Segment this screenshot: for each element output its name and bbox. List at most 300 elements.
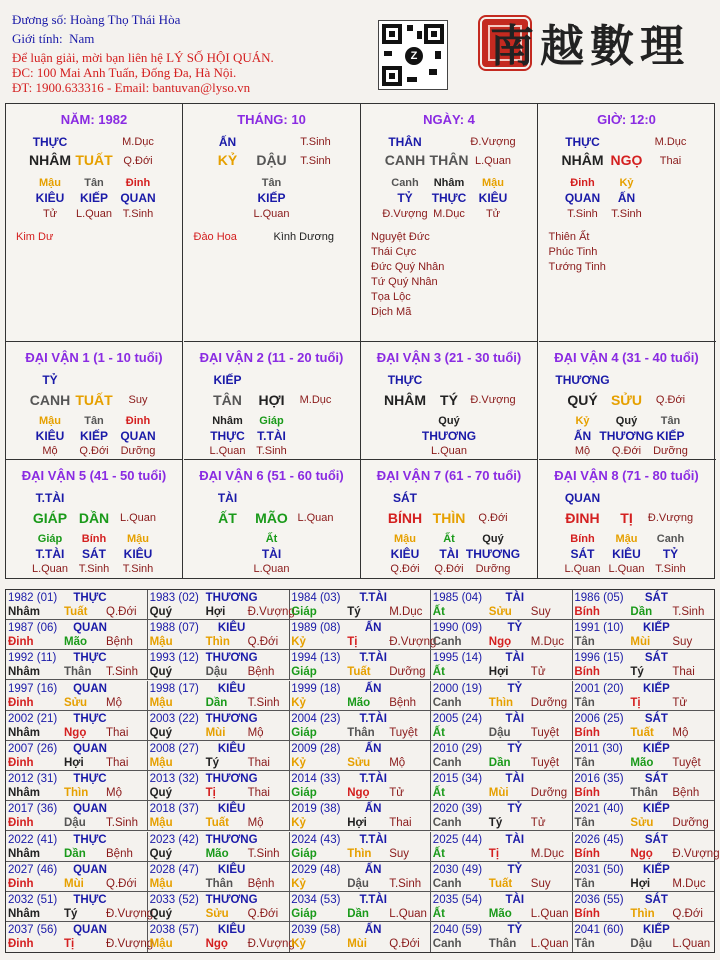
year-stage: Q.Đới: [389, 938, 420, 951]
hidden-stage: Q.Đới: [390, 563, 420, 575]
year-branch: Sửu: [488, 606, 512, 618]
year-cell[interactable]: [6, 771, 148, 801]
hidden-ten-god: ẤN: [617, 191, 636, 205]
pillar-stage: Đ.Vượng: [470, 136, 516, 148]
pillar-title: THÁNG: 10: [237, 112, 306, 127]
year-branch: Tuất: [488, 877, 513, 890]
year-cell[interactable]: [431, 801, 573, 831]
year-branch: Tị: [630, 696, 641, 709]
year-stage: Q.Đới: [106, 606, 137, 618]
year-cell[interactable]: [289, 862, 431, 892]
year-label: 2016 (35): [574, 773, 624, 786]
year-cell[interactable]: [289, 832, 431, 862]
year-stem: Nhâm: [8, 666, 40, 679]
hidden-stage: T.Sinh: [256, 445, 287, 457]
year-cell[interactable]: [572, 620, 714, 650]
hidden-stage: Dưỡng: [653, 445, 688, 457]
year-ten-god: KIẾP: [642, 924, 670, 937]
year-label: 1991 (10): [574, 622, 624, 635]
hidden-ten-god: QUAN: [120, 191, 156, 205]
year-cell[interactable]: [572, 832, 720, 862]
hidden-stem: Giáp: [37, 533, 63, 545]
pillar-ten-god: THÂN: [388, 135, 422, 149]
special-star: Kim Dư: [16, 231, 54, 243]
year-cell[interactable]: [431, 892, 573, 922]
year-cell[interactable]: [148, 922, 295, 952]
year-stage: Suy: [530, 606, 551, 618]
dai-van-ten-god: TÀI: [217, 491, 238, 505]
year-branch: Ngọ: [205, 938, 228, 951]
year-branch: Dậu: [64, 817, 86, 830]
year-label: 2010 (29): [432, 743, 483, 755]
year-stem: Tân: [574, 938, 595, 951]
year-cell[interactable]: [148, 832, 290, 862]
hidden-stem: Ất: [443, 533, 455, 545]
hidden-stem: Tân: [84, 177, 104, 189]
year-cell[interactable]: [572, 862, 714, 892]
hidden-stem: Mậu: [39, 177, 61, 189]
year-cell[interactable]: [289, 771, 431, 801]
year-cell[interactable]: [572, 711, 714, 741]
year-ten-god: THƯƠNG: [205, 592, 258, 604]
year-ten-god: SÁT: [644, 833, 668, 846]
hidden-ten-god: ẤN: [573, 429, 592, 443]
hidden-ten-god: TÀI: [439, 547, 459, 561]
hidden-ten-god: KIÊU: [612, 547, 641, 561]
year-cell[interactable]: [431, 771, 573, 801]
owner-line: [12, 12, 180, 28]
year-cell[interactable]: [148, 650, 290, 680]
hidden-stem: Tân: [660, 415, 681, 427]
year-stage: T.Sinh: [389, 877, 422, 890]
year-cell[interactable]: [148, 711, 290, 741]
year-cell[interactable]: [148, 590, 295, 620]
year-stage: Tử: [672, 696, 688, 709]
year-stage: Mộ: [106, 787, 122, 800]
hidden-ten-god: KIẾP: [656, 429, 685, 443]
pillar-ten-god: THỰC: [565, 135, 600, 149]
hidden-stem: Mậu: [127, 533, 149, 545]
year-ten-god: ẤN: [364, 743, 382, 755]
hidden-stem: Mậu: [615, 533, 638, 545]
hidden-stem: Quý: [615, 415, 638, 427]
year-ten-god: TỶ: [507, 743, 523, 755]
year-branch: Thân: [64, 666, 92, 679]
hidden-stage: L.Quan: [253, 208, 290, 220]
year-cell[interactable]: [572, 922, 714, 952]
year-cell[interactable]: [6, 862, 148, 892]
year-stage: Mộ: [247, 817, 264, 830]
year-stem: Tân: [574, 636, 595, 649]
special-star: Dịch Mã: [371, 306, 412, 318]
year-ten-god: TỶ: [507, 924, 523, 937]
year-branch: Thân: [205, 877, 234, 890]
year-stem: Đinh: [8, 636, 34, 649]
year-ten-god: THƯƠNG: [205, 833, 258, 846]
year-ten-god: TÀI: [505, 712, 525, 725]
year-cell[interactable]: [572, 892, 714, 922]
dai-van-stage: Q.Đới: [655, 394, 686, 406]
year-cell[interactable]: [6, 741, 148, 771]
year-stage: Suy: [530, 877, 551, 890]
hidden-stage: L.Quan: [253, 563, 290, 575]
year-cell[interactable]: [289, 922, 431, 952]
year-cell[interactable]: [289, 620, 437, 650]
year-stage: T.Sinh: [672, 606, 705, 618]
special-star: Đào Hoa: [193, 231, 237, 243]
dai-van-title: ĐẠI VẬN 4 (31 - 40 tuổi): [554, 350, 699, 365]
year-label: 2030 (49): [432, 863, 483, 876]
dai-van-stem: ĐINH: [565, 510, 600, 526]
special-star: Tọa Lộc: [371, 291, 411, 303]
year-stem: Quý: [149, 666, 172, 679]
dai-van-stem: BÍNH: [387, 510, 423, 526]
dai-van-stem: TÝ: [440, 392, 458, 408]
year-stem: Đinh: [8, 817, 34, 830]
year-stem: Kỷ: [291, 696, 306, 709]
dai-van-cell: [361, 460, 538, 578]
owner-label: Đương số:: [12, 12, 67, 27]
dai-van-stage: Đ.Vượng: [647, 512, 694, 524]
year-stage: Mộ: [672, 726, 689, 739]
year-stem: Ất: [432, 847, 445, 860]
year-cell[interactable]: [6, 922, 154, 952]
year-cell[interactable]: [6, 590, 148, 620]
year-cell[interactable]: [431, 741, 573, 771]
year-cell[interactable]: [148, 741, 290, 771]
year-stage: Q.Đới: [672, 908, 703, 920]
year-cell[interactable]: [289, 681, 431, 711]
year-stem: Nhâm: [8, 606, 40, 618]
hidden-ten-god: THỰC: [210, 429, 245, 443]
year-label: 2015 (34): [432, 773, 483, 786]
hidden-stage: T.Sinh: [611, 208, 642, 220]
hidden-stage: Tử: [485, 208, 501, 220]
year-cell[interactable]: [431, 681, 573, 711]
dai-van-title: ĐẠI VẬN 5 (41 - 50 tuổi): [21, 468, 167, 483]
year-stem: Đinh: [8, 757, 34, 769]
year-ten-god: QUAN: [73, 803, 107, 816]
year-branch: Mão: [205, 847, 229, 860]
hidden-stage: T.Sinh: [122, 208, 154, 220]
pillar-stage: T.Sinh: [300, 155, 331, 167]
year-label: 2012 (31): [8, 773, 58, 786]
year-ten-god: THỰC: [73, 773, 107, 786]
year-label: 2029 (48): [291, 863, 341, 876]
hidden-stem: Giáp: [259, 415, 284, 427]
year-ten-god: TÀI: [505, 894, 525, 906]
dai-van-title: ĐẠI VẬN 2 (11 - 20 tuổi): [199, 350, 344, 365]
year-ten-god: THƯƠNG: [205, 894, 258, 906]
year-label: 2004 (23): [291, 712, 341, 725]
year-branch: Sửu: [205, 908, 229, 920]
year-stage: L.Quan: [672, 938, 711, 951]
year-ten-god: THỰC: [73, 652, 107, 665]
year-cell[interactable]: [289, 711, 431, 741]
year-cell[interactable]: [289, 892, 431, 922]
year-stage: L.Quan: [389, 908, 427, 920]
year-stem: Bính: [574, 666, 600, 679]
year-stage: Tuyệt: [530, 726, 560, 739]
year-cell[interactable]: [6, 620, 148, 650]
year-stage: Bệnh: [247, 877, 275, 890]
year-label: 2019 (38): [291, 803, 341, 816]
hidden-stem: Mậu: [394, 533, 416, 545]
year-stem: Quý: [149, 606, 172, 618]
year-cell[interactable]: [572, 771, 714, 801]
year-ten-god: KIẾP: [642, 743, 670, 755]
year-cell[interactable]: [148, 771, 290, 801]
year-cell[interactable]: [6, 711, 148, 741]
year-cell[interactable]: [148, 862, 290, 892]
year-ten-god: QUAN: [73, 924, 107, 937]
year-branch: Ngọ: [488, 636, 512, 649]
year-ten-god: ẤN: [364, 622, 382, 635]
year-cell[interactable]: [572, 801, 714, 831]
dai-van-cell: [361, 342, 538, 460]
year-stem: Tân: [574, 757, 595, 769]
year-stage: M.Dục: [530, 636, 565, 649]
special-star: Tứ Quý Nhân: [371, 276, 438, 288]
year-label: 2031 (50): [574, 863, 624, 876]
year-ten-god: KIÊU: [217, 682, 246, 695]
year-label: 2027 (46): [8, 863, 58, 876]
year-stem: Kỷ: [291, 636, 306, 649]
year-ten-god: ẤN: [364, 682, 382, 695]
hidden-stage: L.Quan: [564, 563, 601, 575]
year-stem: Đinh: [8, 938, 34, 951]
year-cell[interactable]: [6, 681, 148, 711]
pillar-stem: NGỌ: [610, 152, 643, 168]
dai-van-title: ĐẠI VẬN 6 (51 - 60 tuổi): [199, 468, 344, 483]
year-branch: Dần: [488, 757, 511, 769]
year-stage: Thai: [247, 757, 270, 769]
year-label: 2007 (26): [8, 743, 58, 755]
year-cell[interactable]: [431, 922, 573, 952]
year-branch: Dần: [64, 847, 86, 860]
year-branch: Mùi: [347, 938, 367, 951]
year-label: 2011 (30): [574, 743, 623, 755]
year-label: 1996 (15): [574, 652, 624, 665]
year-cell[interactable]: [6, 892, 154, 922]
year-label: 1997 (16): [8, 682, 58, 695]
year-label: 2039 (58): [291, 924, 341, 937]
year-branch: Tý: [488, 817, 503, 830]
year-cell[interactable]: [148, 892, 290, 922]
year-ten-god: T.TÀI: [359, 773, 387, 786]
gender-line: [12, 31, 94, 47]
pillar-cell: [539, 104, 716, 342]
year-stage: Bệnh: [106, 636, 133, 649]
year-stem: Canh: [432, 636, 462, 649]
pillar-stem: NHÂM: [561, 152, 604, 168]
hidden-stage: T.Sinh: [655, 563, 686, 575]
pillar-ten-god: ẤN: [218, 135, 237, 149]
year-label: 2018 (37): [149, 803, 199, 816]
year-label: 2013 (32): [149, 773, 199, 786]
year-cell[interactable]: [431, 590, 573, 620]
hidden-stem: Mậu: [39, 415, 61, 427]
hidden-ten-god: SÁT: [82, 547, 106, 561]
pillar-stem: TUẤT: [75, 152, 113, 168]
year-branch: Tý: [205, 757, 220, 769]
year-branch: Tý: [630, 666, 644, 679]
year-label: 2035 (54): [432, 894, 483, 906]
year-branch: Hợi: [205, 606, 226, 618]
year-branch: Tý: [64, 908, 78, 920]
year-branch: Sửu: [630, 817, 654, 830]
year-cell[interactable]: [289, 650, 431, 680]
pillar-stage: T.Sinh: [300, 136, 331, 148]
year-ten-god: QUAN: [73, 743, 107, 755]
year-cell[interactable]: [572, 590, 714, 620]
year-cell[interactable]: [148, 620, 290, 650]
year-cell[interactable]: [431, 832, 573, 862]
year-label: 1992 (11): [8, 652, 57, 665]
year-stem: Mậu: [149, 877, 173, 890]
pillar-cell: [361, 104, 538, 342]
pillar-stage: Q.Đới: [123, 155, 153, 167]
year-cell[interactable]: [148, 681, 290, 711]
year-ten-god: TÀI: [505, 773, 525, 786]
hidden-stem: Đinh: [570, 177, 595, 189]
year-stem: Canh: [432, 696, 462, 709]
hidden-stem: Kỷ: [619, 177, 634, 189]
hidden-ten-god: QUAN: [120, 429, 156, 443]
year-stage: M.Dục: [389, 606, 423, 618]
year-stem: Canh: [432, 938, 462, 951]
year-cell[interactable]: [572, 741, 714, 771]
year-stem: Nhâm: [8, 726, 40, 739]
year-ten-god: KIÊU: [217, 743, 246, 755]
dai-van-ten-god: KIẾP: [213, 373, 242, 387]
hidden-ten-god: TỶ: [397, 191, 413, 205]
year-stem: Giáp: [291, 606, 317, 618]
year-stage: Suy: [672, 636, 693, 649]
year-cell[interactable]: [289, 741, 431, 771]
year-ten-god: QUAN: [73, 863, 107, 876]
year-stage: L.Quan: [530, 908, 569, 920]
hidden-stem: Tân: [84, 415, 104, 427]
year-stem: Giáp: [291, 666, 317, 679]
dai-van-stem: SỬU: [610, 392, 643, 408]
phone-email-line[interactable]: ĐT: 1900.633316 - Email: bantuvan@lyso.vn: [12, 80, 251, 95]
year-label: 2006 (25): [574, 712, 624, 725]
year-ten-god: T.TÀI: [359, 833, 387, 846]
owner-name: Hoàng Thọ Thái Hòa: [69, 12, 181, 27]
year-cell[interactable]: [431, 862, 573, 892]
year-cell[interactable]: [572, 650, 714, 680]
year-cell[interactable]: [289, 590, 431, 620]
hidden-ten-god: TỶ: [662, 547, 679, 561]
year-label: 2003 (22): [149, 712, 199, 725]
hidden-stem: Mậu: [482, 177, 504, 189]
dai-van-stage: Đ.Vượng: [470, 394, 516, 406]
year-branch: Dậu: [347, 877, 369, 890]
year-branch: Dậu: [205, 666, 228, 679]
special-star: Thiên Ất: [548, 231, 590, 243]
year-label: 2032 (51): [8, 894, 58, 906]
year-branch: Thìn: [64, 787, 89, 800]
year-cell[interactable]: [431, 650, 573, 680]
year-branch: Mùi: [630, 636, 651, 649]
year-ten-god: TÀI: [505, 833, 525, 846]
year-stem: Giáp: [291, 787, 317, 800]
year-branch: Dần: [630, 606, 653, 618]
year-cell[interactable]: [6, 801, 148, 831]
hidden-stage: Q.Đới: [79, 445, 109, 457]
year-label: 1993 (12): [149, 652, 199, 665]
year-stage: Suy: [389, 847, 410, 860]
year-stem: Kỷ: [291, 757, 306, 769]
year-stem: Kỷ: [291, 877, 306, 890]
year-ten-god: KIÊU: [217, 924, 246, 937]
year-ten-god: KIÊU: [217, 622, 246, 635]
dai-van-cell: [539, 460, 716, 578]
dai-van-stage: Suy: [128, 394, 148, 406]
hidden-stem: Đinh: [125, 177, 151, 189]
year-cell[interactable]: [6, 650, 148, 680]
year-branch: Tị: [205, 787, 216, 800]
year-ten-god: THƯƠNG: [205, 712, 258, 725]
dai-van-cell: [6, 460, 183, 578]
year-stage: Đ.Vượng: [672, 847, 720, 860]
year-label: 2026 (45): [574, 833, 624, 846]
year-stage: Mộ: [106, 696, 122, 709]
hidden-stem: Tân: [261, 177, 282, 189]
dai-van-ten-god: THỰC: [387, 373, 423, 387]
hidden-stem: Canh: [656, 533, 685, 545]
year-ten-god: T.TÀI: [359, 712, 387, 725]
year-branch: Mão: [488, 908, 512, 920]
year-cell[interactable]: [148, 801, 290, 831]
year-cell[interactable]: [572, 681, 714, 711]
hidden-ten-god: KIÊU: [123, 547, 153, 561]
year-stem: Đinh: [8, 877, 34, 890]
year-branch: Tuất: [64, 606, 88, 618]
year-stage: M.Dục: [530, 847, 565, 860]
year-stage: Đ.Vượng: [106, 908, 154, 920]
year-cell[interactable]: [431, 620, 573, 650]
year-stem: Kỷ: [291, 938, 306, 951]
year-label: 1985 (04): [432, 592, 483, 604]
year-ten-god: SÁT: [644, 592, 668, 604]
year-branch: Thân: [488, 938, 517, 951]
year-label: 2023 (42): [149, 833, 199, 846]
special-star: Đức Quý Nhân: [371, 261, 445, 273]
year-ten-god: SÁT: [644, 712, 668, 725]
pillar-ten-god: THỰC: [32, 135, 68, 149]
year-branch: Tị: [488, 847, 500, 860]
year-cell[interactable]: [6, 832, 148, 862]
year-cell[interactable]: [431, 711, 573, 741]
gender-value: Nam: [69, 31, 95, 46]
year-label: 2038 (57): [149, 924, 199, 937]
header: [0, 0, 720, 100]
year-stem: Mậu: [149, 938, 173, 951]
year-label: 2021 (40): [574, 803, 624, 816]
year-label: 2034 (53): [291, 894, 341, 906]
year-label: 2008 (27): [149, 743, 199, 755]
year-stem: Tân: [574, 877, 595, 890]
special-star: Nguyệt Đức: [371, 231, 430, 243]
qr-code-icon[interactable]: [378, 20, 448, 90]
year-label: 2005 (24): [432, 712, 483, 725]
year-label: 2024 (43): [291, 833, 341, 846]
year-label: 2022 (41): [8, 833, 58, 846]
year-stage: Bệnh: [247, 666, 275, 679]
year-cell[interactable]: [289, 801, 431, 831]
